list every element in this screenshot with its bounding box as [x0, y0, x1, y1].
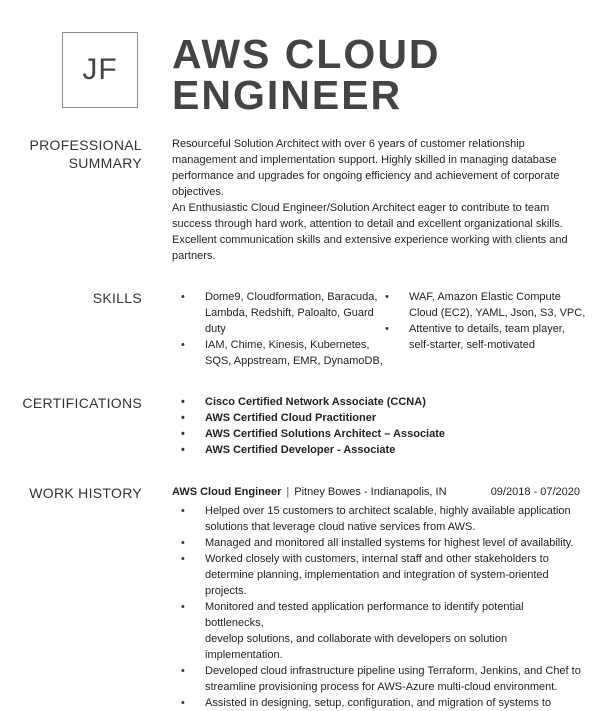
duty-item: • Developed cloud infrastructure pipeline using Terraform, Jenkins, and Chef to streamline provisioning process for AWS-Azure multi-cloud environment. — [205, 663, 583, 695]
job-separator: | — [286, 486, 290, 498]
skill-item: • WAF, Amazon Elastic Compute Cloud (EC2), YAML, Json, S3, VPC, — [409, 289, 589, 321]
certification-item: • AWS Certified Solutions Architect – Associate — [205, 426, 585, 442]
duty-item: • Managed and monitored all installed systems for highest level of availability. — [205, 535, 583, 551]
skills-list-left — [205, 289, 385, 369]
certifications-heading: CERTIFICATIONS — [22, 395, 142, 411]
job-company: Pitney Bowes - Indianapolis, IN — [294, 486, 447, 498]
certification-item: • AWS Certified Cloud Practitioner — [205, 410, 585, 426]
summary-text: Resourceful Solution Architect with over 6 years of customer relationship management and implementation support. Highly skilled in managing database performance and upgrades for ongoing efficiency and achievement of corporate objectives. An Enthusiastic Cloud Engineer/Solution Architect eager to contribute to team success through hard work, attention to detail and excellent organizational skills. Excellent communication skills and extensive experience working with clients and partners. — [172, 138, 568, 262]
monogram-box — [62, 32, 138, 108]
duty-item: • Helped over 15 customers to architect scalable, highly available application solutions that leverage cloud native services from AWS. — [205, 503, 583, 535]
certification-item: • AWS Certified Developer - Associate — [205, 442, 585, 458]
job-dates: 09/2018 - 07/2020 — [490, 486, 580, 498]
skills-heading: SKILLS — [92, 290, 142, 306]
skill-item: • Dome9, Cloudformation, Baracuda, Lambda, Redshift, Paloalto, Guard duty — [205, 289, 385, 337]
resume-title — [172, 31, 441, 118]
title-line-1: AWS CLOUD — [172, 31, 441, 77]
job-duties-list — [205, 503, 583, 711]
certification-item: • Cisco Certified Network Associate (CCNA) — [205, 394, 585, 410]
job-header — [172, 484, 580, 500]
certifications-list — [205, 394, 585, 458]
duty-item: • Assisted in designing, setup, configuration, and migration of systems to — [205, 695, 583, 711]
work-history-heading: WORK HISTORY — [29, 485, 142, 501]
summary-heading: PROFESSIONAL SUMMARY — [29, 137, 142, 171]
title-line-2: ENGINEER — [172, 72, 403, 118]
initials: JF — [82, 53, 118, 86]
skills-list-right — [409, 289, 589, 353]
duty-item: • Monitored and tested application performance to identify potential bottlenecks, develop solutions, and collaborate with developers on solution implementation. — [205, 599, 583, 663]
skill-item: • Attentive to details, team player, self-starter, self-motivated — [409, 321, 589, 353]
job-title: AWS Cloud Engineer — [172, 486, 282, 498]
duty-item: • Worked closely with customers, internal staff and other stakeholders to determine planning, implementation and integration of system-oriented projects. — [205, 551, 583, 599]
skill-item: • IAM, Chime, Kinesis, Kubernetes, SQS, Appstream, EMR, DynamoDB, — [205, 337, 385, 369]
